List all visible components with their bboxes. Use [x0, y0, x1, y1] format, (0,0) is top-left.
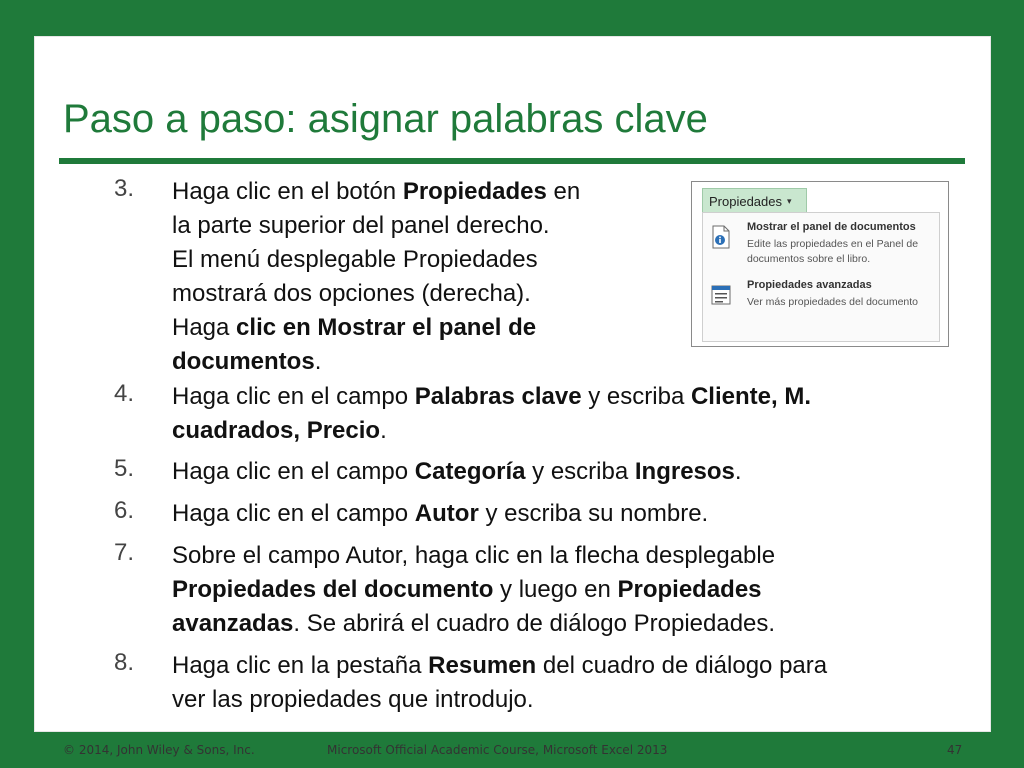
step-text-segment: Haga clic en el campo [172, 458, 415, 485]
step-text-segment: . Se abrirá el cuadro de diálogo Propiedades. [293, 610, 776, 637]
menu-item-description: Ver más propiedades del documento [747, 296, 919, 308]
menu-item-show-document-panel[interactable] [703, 221, 939, 277]
emphasized-text: Ingresos [634, 458, 735, 485]
footer-copyright: © 2014, John Wiley & Sons, Inc. [63, 743, 255, 757]
emphasized-text: Autor [414, 500, 479, 527]
properties-button-label: Propiedades [709, 193, 782, 209]
step-number: 5. [114, 455, 135, 482]
step-text-segment: . [734, 458, 742, 485]
slide-title: Paso a paso: asignar palabras clave [63, 97, 708, 141]
step-number: 3. [114, 175, 135, 202]
step-text-segment: ver las propiedades que introdujo. [172, 686, 534, 713]
menu-item-description: Edite las propiedades en el Panel de documentos sobre el libro. [747, 238, 919, 265]
step-text-segment: Haga clic en el campo [172, 500, 415, 527]
step-text-segment: Sobre el campo Autor, haga clic en la flecha desplegable [172, 542, 776, 569]
step-text-segment: El menú desplegable Propiedades [172, 246, 538, 273]
step-text [172, 497, 708, 531]
step-text-segment: la parte superior del panel derecho. [172, 212, 550, 239]
step-text [172, 175, 580, 379]
properties-dropdown-button[interactable] [702, 188, 807, 214]
step-text-segment: y escriba [525, 458, 635, 485]
properties-dropdown-menu [702, 212, 940, 342]
emphasized-text: avanzadas [172, 610, 294, 637]
emphasized-text: documentos [172, 348, 315, 375]
menu-item-title: Propiedades avanzadas [747, 279, 872, 291]
step-number: 4. [114, 380, 135, 407]
step-list [35, 37, 990, 731]
step-text-segment: Haga clic en el campo [172, 383, 415, 410]
emphasized-text: clic en Mostrar el panel de [236, 314, 537, 341]
properties-menu-screenshot [691, 181, 949, 347]
emphasized-text: Propiedades [617, 576, 762, 603]
slide [35, 37, 990, 757]
step-text-segment: . [314, 348, 322, 375]
footer-course: Microsoft Official Academic Course, Microsoft Excel 2013 [327, 743, 668, 757]
step-text [172, 649, 827, 717]
menu-item-title: Mostrar el panel de documentos [747, 221, 916, 233]
step-number: 7. [114, 539, 135, 566]
emphasized-text: cuadrados, Precio [172, 417, 381, 444]
emphasized-text: Categoría [414, 458, 526, 485]
step-text [172, 455, 742, 489]
step-number: 8. [114, 649, 135, 676]
step-text-segment: y escriba [581, 383, 691, 410]
step-text-segment: en [546, 178, 581, 205]
emphasized-text: Resumen [428, 652, 537, 679]
step-text-segment: Haga [172, 314, 237, 341]
emphasized-text: Propiedades del documento [172, 576, 494, 603]
step-text-segment: mostrará dos opciones (derecha). [172, 280, 531, 307]
step-text-segment: y escriba su nombre. [478, 500, 709, 527]
footer-page-number: 47 [947, 743, 963, 757]
chevron-down-icon: ▾ [787, 195, 792, 206]
step-text [172, 539, 775, 641]
emphasized-text: Cliente, M. [690, 383, 811, 410]
emphasized-text: Propiedades [402, 178, 547, 205]
emphasized-text: Palabras clave [414, 383, 582, 410]
step-text-segment: y luego en [493, 576, 618, 603]
step-number: 6. [114, 497, 135, 524]
step-text-segment: Haga clic en el botón [172, 178, 403, 205]
step-text [172, 380, 811, 448]
document-info-icon [711, 225, 731, 249]
step-text-segment: Haga clic en la pestaña [172, 652, 429, 679]
menu-item-advanced-properties[interactable] [703, 279, 939, 335]
step-text-segment: del cuadro de diálogo para [536, 652, 828, 679]
properties-list-icon [711, 283, 731, 307]
step-text-segment: . [380, 417, 387, 444]
